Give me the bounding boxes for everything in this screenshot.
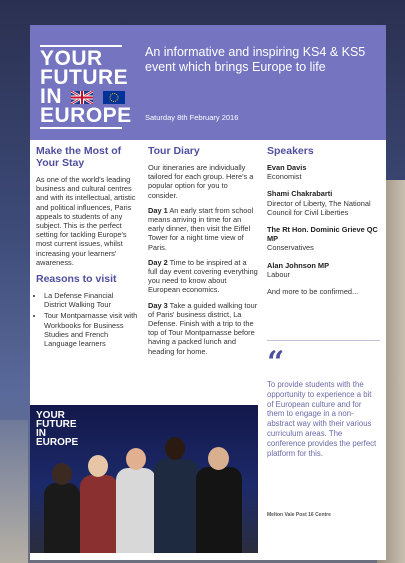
- day-label: Day 3: [148, 300, 168, 310]
- quote-source: Melton Vale Post 16 Centre: [267, 512, 331, 518]
- column-speakers: [267, 145, 382, 304]
- event-logo: [40, 43, 132, 131]
- event-date: Saturday 8th February 2016: [145, 113, 239, 122]
- stay-text: As one of the world's leading business and cultural centres and with its intellectual, artistic and political influences, Paris appeals to students of any subject. This is the perfect setting for tackling Europe's most current issues, whilst increasing your learners' awareness.: [36, 175, 136, 267]
- header-banner: [30, 25, 386, 140]
- speaker-entry: [267, 225, 382, 253]
- event-tagline: An informative and inspiring KS4 & KS5 event which brings Europe to life: [145, 45, 366, 74]
- speaker-name: The Rt Hon. Dominic Grieve QC MP: [267, 225, 378, 244]
- reason-item: • La Defense Financial District Walking Tour: [44, 291, 138, 309]
- day-label: Day 1: [148, 205, 168, 215]
- reasons-heading: Reasons to visit: [36, 273, 117, 286]
- person-figure: [80, 475, 118, 553]
- logo-line-europe: EUROPE: [40, 104, 132, 127]
- diary-day: [148, 206, 258, 252]
- eu-flag-icon: [103, 91, 125, 104]
- speaker-role: Economist: [267, 172, 302, 182]
- quote-mark-icon: “: [267, 345, 285, 380]
- speakers-more: And more to be confirmed...: [267, 287, 359, 297]
- speaker-entry: [267, 163, 382, 181]
- person-head: [208, 447, 229, 470]
- logo-line-future: FUTURE: [40, 66, 129, 89]
- day-text: Take a guided walking tour of Paris' business district, La Defense. Finish with a trip to the top of Tour Montparnasse before having a packed lunch and heading for home.: [148, 300, 258, 356]
- person-head: [52, 463, 72, 485]
- background-building: [0, 420, 28, 563]
- brochure-page: [30, 25, 386, 560]
- speaker-role: Labour: [267, 269, 291, 279]
- column-stay: [36, 145, 138, 350]
- person-figure: [154, 459, 198, 553]
- day-text: Time to be inspired at a full day event covering everything you need to know about European economics.: [148, 257, 258, 295]
- person-figure: [44, 483, 80, 553]
- speaker-role: Conservatives: [267, 243, 314, 253]
- diary-day: [148, 258, 258, 295]
- speaker-name: Evan Davis: [267, 163, 307, 172]
- day-text: An early start from school means arriving in time for an early dinner, then visit the Eiffel Tower for a night time view of Paris.: [148, 205, 254, 252]
- speaker-role: Director of Liberty, The National Council for Civil Liberties: [267, 198, 371, 217]
- quote-divider: [267, 340, 380, 341]
- person-figure: [196, 467, 242, 553]
- person-head: [88, 455, 108, 477]
- logo-line-in: IN: [40, 85, 62, 108]
- person-head: [126, 448, 146, 470]
- diary-intro: Our itineraries are individually tailored for each group. Here's a popular option for you to consider.: [148, 163, 254, 200]
- speaker-name: Alan Johnson MP: [267, 260, 330, 270]
- photo-banner-logo: YOUR FUTURE IN EUROPE: [36, 410, 79, 448]
- group-photo: [30, 405, 258, 553]
- diary-heading: Tour Diary: [148, 145, 200, 157]
- logo-line-your: YOUR: [40, 47, 103, 70]
- speaker-name: Shami Chakrabarti: [267, 189, 333, 199]
- person-head: [165, 437, 185, 460]
- speaker-entry: [267, 261, 382, 279]
- diary-day: [148, 301, 258, 356]
- day-label: Day 2: [148, 257, 168, 267]
- speaker-entry: [267, 189, 382, 217]
- reasons-list: [36, 291, 138, 348]
- speakers-heading: Speakers: [267, 145, 314, 157]
- reason-item: • Tour Montparnasse visit with Workbooks for Business Studies and French Language learners: [44, 311, 138, 348]
- column-diary: [148, 145, 258, 362]
- stay-heading: Make the Most of Your Stay: [36, 145, 122, 169]
- person-figure: [116, 468, 156, 553]
- uk-flag-icon: [71, 91, 93, 104]
- testimonial-quote: To provide students with the opportunity to experience a bit of European culture and for them to engage in a non-abstract way with their various curriculum areas. The conference provides the perfect platform for this.: [267, 380, 377, 458]
